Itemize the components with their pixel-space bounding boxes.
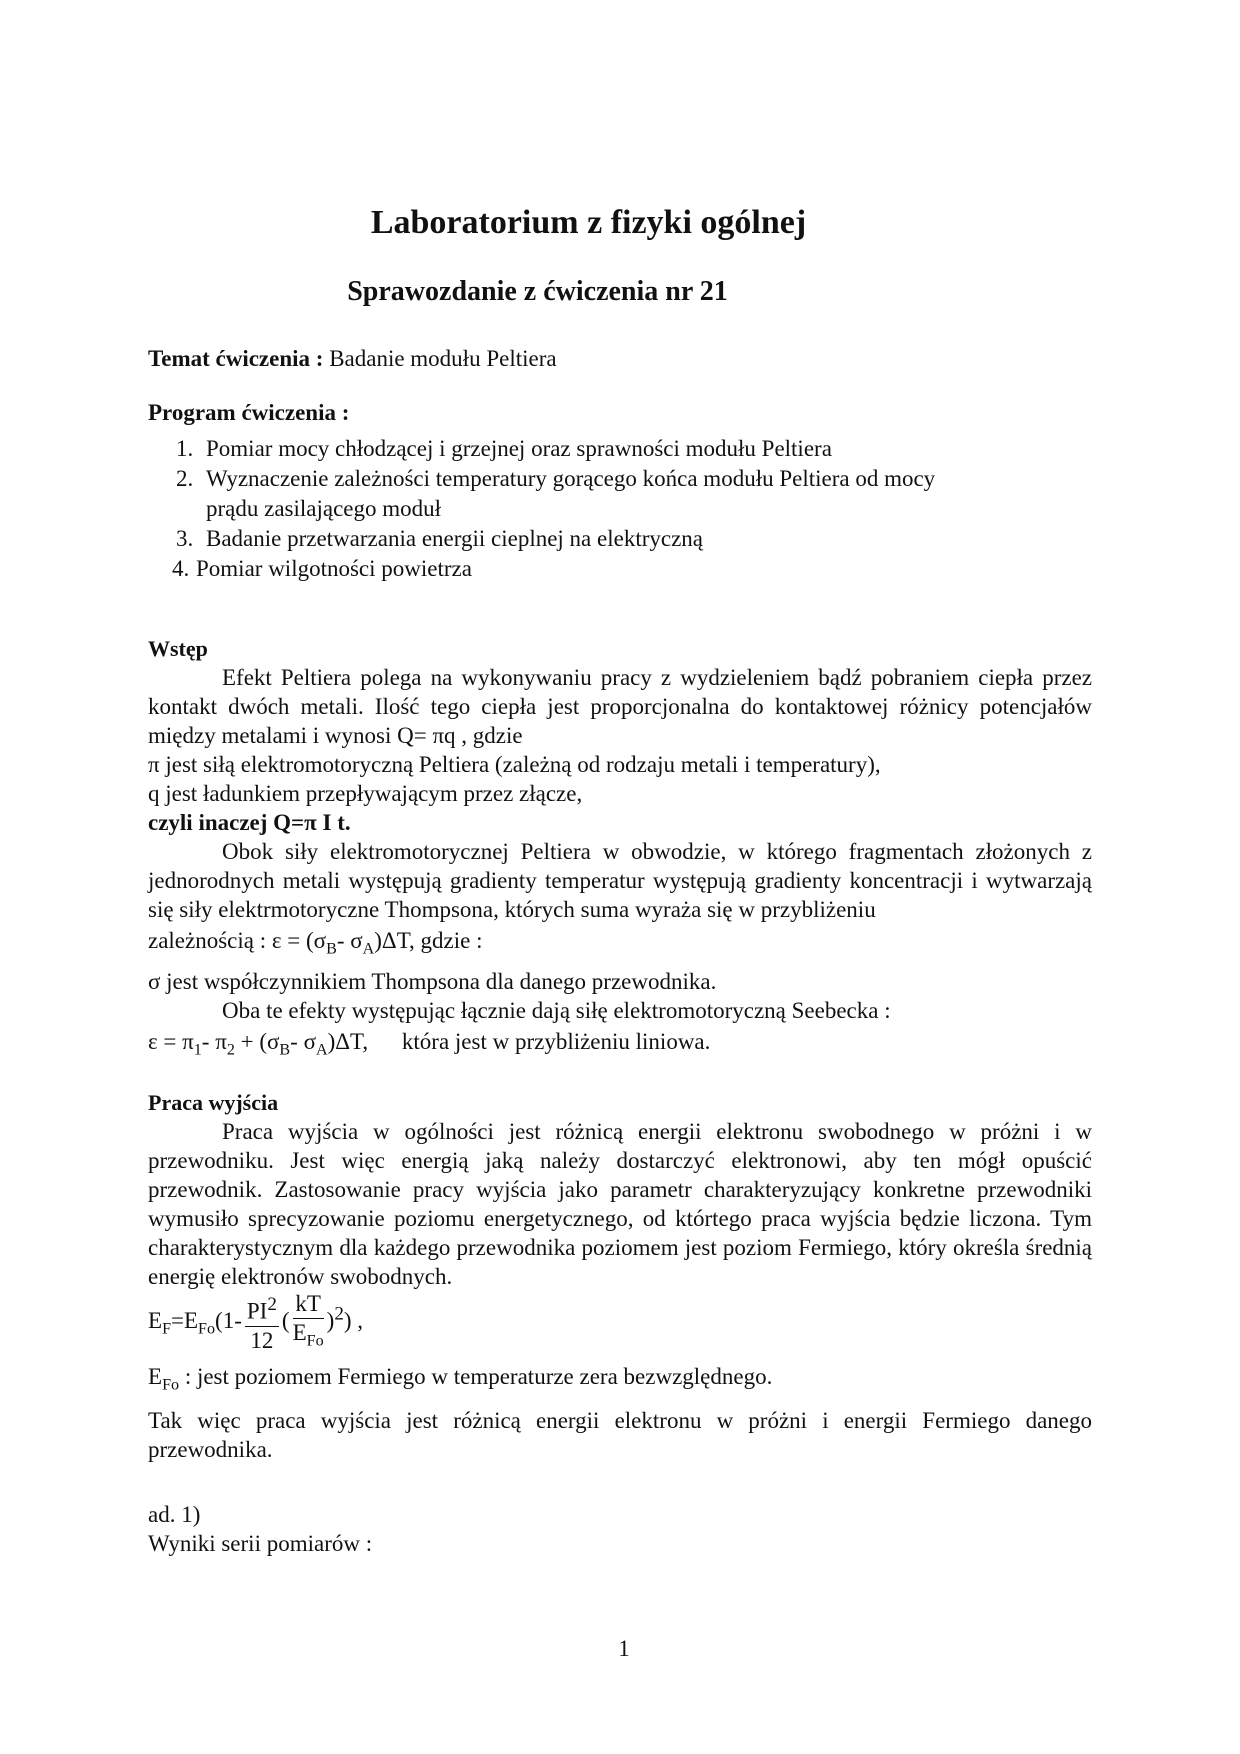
intro-paragraph-2: Obok siły elektromotorycznej Peltiera w obwodzie, w którego fragmentach złożonych z jednorodnych metali występują gradienty temperatur występują gradienty koncentracji i wytwarzają się siły elektrmotoryczne Thompsona, których suma wyraża się w przybliżeniu [148, 839, 1092, 922]
seebeck-note: która jest w przybliżeniu liniowa. [401, 1028, 711, 1054]
list-item-text: Pomiar mocy chłodzącej i grzejnej oraz sprawności modułu Peltiera [206, 436, 832, 461]
list-item [176, 524, 935, 554]
seebeck-formula-line [148, 1025, 1092, 1068]
list-item-continuation: prądu zasilającego moduł [206, 496, 442, 521]
intro-line-formula: czyli inaczej Q=π I t. [148, 810, 351, 835]
intro-paragraph-1: Efekt Peltiera polega na wykonywaniu pracy z wydzieleniem bądź pobraniem ciepła przez kontakt dwóch metali. Ilość tego ciepła jest proporcjonalna do kontaktowej różnicy potencjałów między metalami i wynosi Q= πq , gdzie [148, 665, 1092, 748]
fermi-section [148, 1362, 1092, 1464]
ad1-section [148, 1500, 1092, 1558]
list-item-number: 1. [176, 436, 194, 461]
intro-line-pi: π jest siłą elektromotoryczną Peltiera (zależną od rodzaju metali i temperatury), [148, 752, 881, 777]
program-label: Program ćwiczenia : [148, 400, 350, 425]
subject-label: Temat ćwiczenia : [148, 346, 324, 371]
thompson-formula-line [148, 924, 1092, 967]
program-list [172, 434, 936, 584]
intro-section [148, 663, 1092, 1067]
intro-line-q: q jest ładunkiem przepływającym przez złącze, [148, 781, 583, 806]
list-item [172, 554, 935, 584]
fermi-formula: $E_F=E_{Fo}(1-$ $\frac{PI^2}{12}$ ( $\frac{kT}{E_{Fo}}$ )$^2$) , [148, 1290, 363, 1356]
list-item-number: 4. [172, 556, 190, 581]
thompson-formula-lead: zależnością : [148, 928, 267, 953]
page-number: 1 [618, 1636, 630, 1661]
efo-definition: $E_{Fo}$ : jest poziomem Fermiego w temperaturze zera bezwzględnego. [148, 1364, 773, 1394]
document-title: Laboratorium z fizyki ogólnej [370, 204, 807, 241]
work-function-paragraph: Praca wyjścia w ogólności jest różnicą energii elektronu swobodnego w próżni i w przewodniku. Jest więc energią jaką należy dostarczyć elektronowi, aby ten mógł opuścić przewodnik. Zastosowanie pracy wyjścia jako parametr charakteryzujący konkretne przewodniki wymusiło sprecyzowanie poziomu energetycznego, od którtego praca wyjścia będzie liczona. Tym charakterystycznym dla każdego przewodnika poziomem jest poziom Fermiego, który określa średnią energię elektronów swobodnych. [148, 1119, 1092, 1289]
subject-line [148, 346, 557, 372]
work-function-heading: Praca wyjścia [148, 1090, 279, 1115]
list-item [176, 464, 935, 524]
intro-heading: Wstęp [148, 636, 208, 661]
intro-line-sigma: σ jest współczynnikiem Thompsona dla danego przewodnika. [148, 968, 717, 994]
fraction-pi-12: $\frac{PI^2}{12}$ [245, 1291, 279, 1355]
ad1-text: Wyniki serii pomiarów : [148, 1531, 373, 1556]
subject-value: Badanie modułu Peltiera [329, 346, 557, 371]
list-item-text: Badanie przetwarzania energii cieplnej na elektryczną [206, 526, 703, 551]
intro-line-seebeck: Oba te efekty występując łącznie dają siłę elektromotoryczną Seebecka : [222, 997, 891, 1023]
list-item-number: 2. [176, 466, 194, 491]
fraction-kt-efo: $\frac{kT}{E_{Fo}}$ [292, 1291, 324, 1350]
work-function-section [148, 1117, 1092, 1291]
document-subtitle: Sprawozdanie z ćwiczenia nr 21 [347, 276, 728, 307]
list-item [176, 434, 935, 464]
thompson-formula: $\varepsilon = (\sigma_B-$ $\sigma_A)\Delta T$, gdzie : [271, 928, 483, 958]
list-item-text: Wyznaczenie zależności temperatury gorącego końca modułu Peltiera od mocy [206, 466, 936, 491]
seebeck-formula: $\varepsilon = \pi_1-$ $\pi_2 + (\sigma_B-$ $\sigma_A)\Delta T$, [148, 1028, 369, 1059]
list-item-text: Pomiar wilgotności powietrza [196, 556, 472, 581]
ad1-label: ad. 1) [148, 1502, 201, 1527]
work-function-conclusion: Tak więc praca wyjścia jest różnicą energii elektronu w próżni i energii Fermiego danego przewodnika. [148, 1407, 1092, 1462]
list-item-number: 3. [176, 526, 194, 551]
